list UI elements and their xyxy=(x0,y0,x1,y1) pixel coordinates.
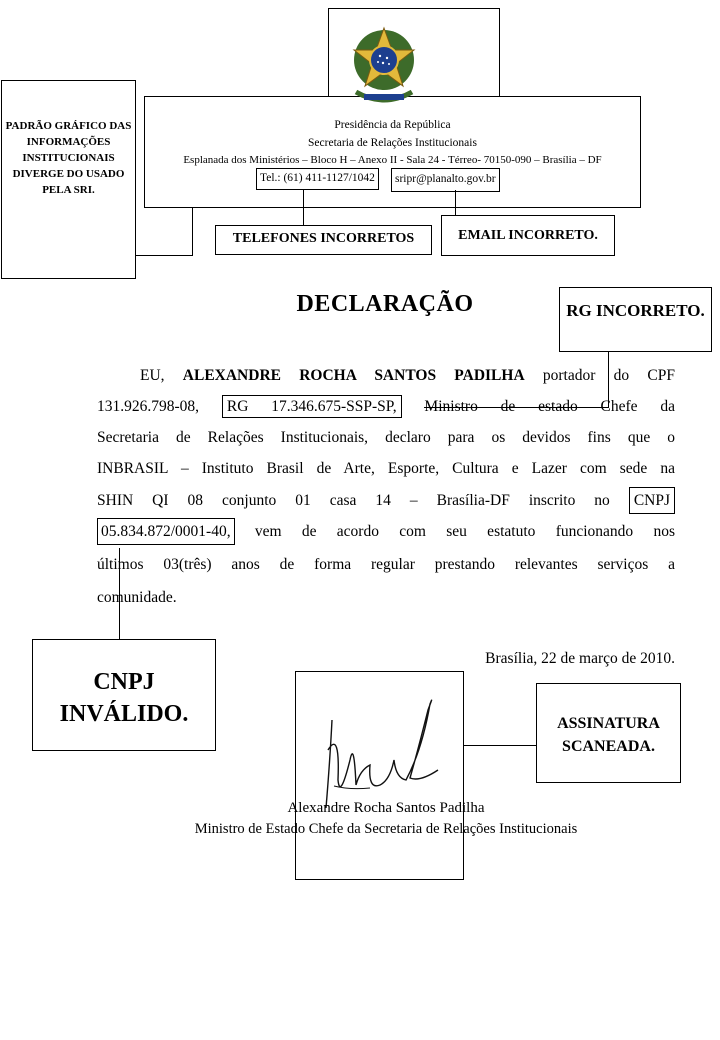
header-address: Esplanada dos Ministérios – Bloco H – Anexo II - Sala 24 - Térreo- 70150-090 – Brasília – DF xyxy=(183,154,602,166)
phones-annotation: TELEFONES INCORRETOS xyxy=(232,231,415,246)
header-org: Presidência da República xyxy=(334,119,451,131)
header-email: sripr@planalto.gov.br xyxy=(391,168,500,192)
header-dept: Secretaria de Relações Institucionais xyxy=(308,137,477,149)
document-date: Brasília, 22 de março de 2010. xyxy=(485,650,675,667)
connector-line xyxy=(303,189,304,225)
signature-annotation: ASSINATURA SCANEADA. xyxy=(557,715,660,755)
body-line: EU, ALEXANDRE ROCHA SANTOS PADILHA portador do CPF xyxy=(140,367,675,384)
connector-line xyxy=(455,190,456,215)
document-title: DECLARAÇÃO xyxy=(296,291,474,317)
signer-title: Ministro de Estado Chefe da Secretaria de Relações Institucionais xyxy=(194,821,578,837)
body-line: 05.834.872/0001-40, vem de acordo com seu estatuto funcionando nos xyxy=(97,522,675,542)
signer-name: Alexandre Rocha Santos Padilha xyxy=(287,800,485,816)
email-annotation: EMAIL INCORRETO. xyxy=(458,228,598,243)
signature-frame xyxy=(295,671,464,880)
body-line: SHIN QI 08 conjunto 01 casa 14 – Brasília-DF inscrito no CNPJ xyxy=(97,491,675,511)
cnpj-annotation: CNPJ INVÁLIDO. xyxy=(59,669,189,727)
connector-line xyxy=(136,255,193,256)
body-line: comunidade. xyxy=(97,589,177,606)
graphic-standard-annotation: PADRÃO GRÁFICO DAS INFORMAÇÕES INSTITUCIONAIS DIVERGE DO USADO PELA SRI. xyxy=(5,120,132,196)
body-line: últimos 03(três) anos de forma regular prestando relevantes serviços a xyxy=(97,556,675,573)
rg-annotation: RG INCORRETO. xyxy=(566,301,705,320)
declarant-name: ALEXANDRE ROCHA SANTOS PADILHA xyxy=(182,367,525,384)
cnpj-number-highlight: 05.834.872/0001-40, xyxy=(97,518,235,545)
coat-of-arms-icon xyxy=(350,22,418,108)
cnpj-label-highlight: CNPJ xyxy=(629,487,675,514)
header-phone: Tel.: (61) 411-1127/1042 xyxy=(256,168,379,190)
body-line: 131.926.798-08, RG 17.346.675-SSP-SP, Ministro de estado Chefe da xyxy=(97,397,675,417)
cpf-number: 131.926.798-08, xyxy=(97,398,200,415)
body-line: INBRASIL – Instituto Brasil de Arte, Esporte, Cultura e Lazer com sede na xyxy=(97,460,675,477)
rg-highlight: RG 17.346.675-SSP-SP, xyxy=(222,395,402,418)
connector-line xyxy=(464,745,536,746)
body-line: Secretaria de Relações Institucionais, declaro para os devidos fins que o xyxy=(97,429,675,446)
connector-line xyxy=(192,208,193,256)
